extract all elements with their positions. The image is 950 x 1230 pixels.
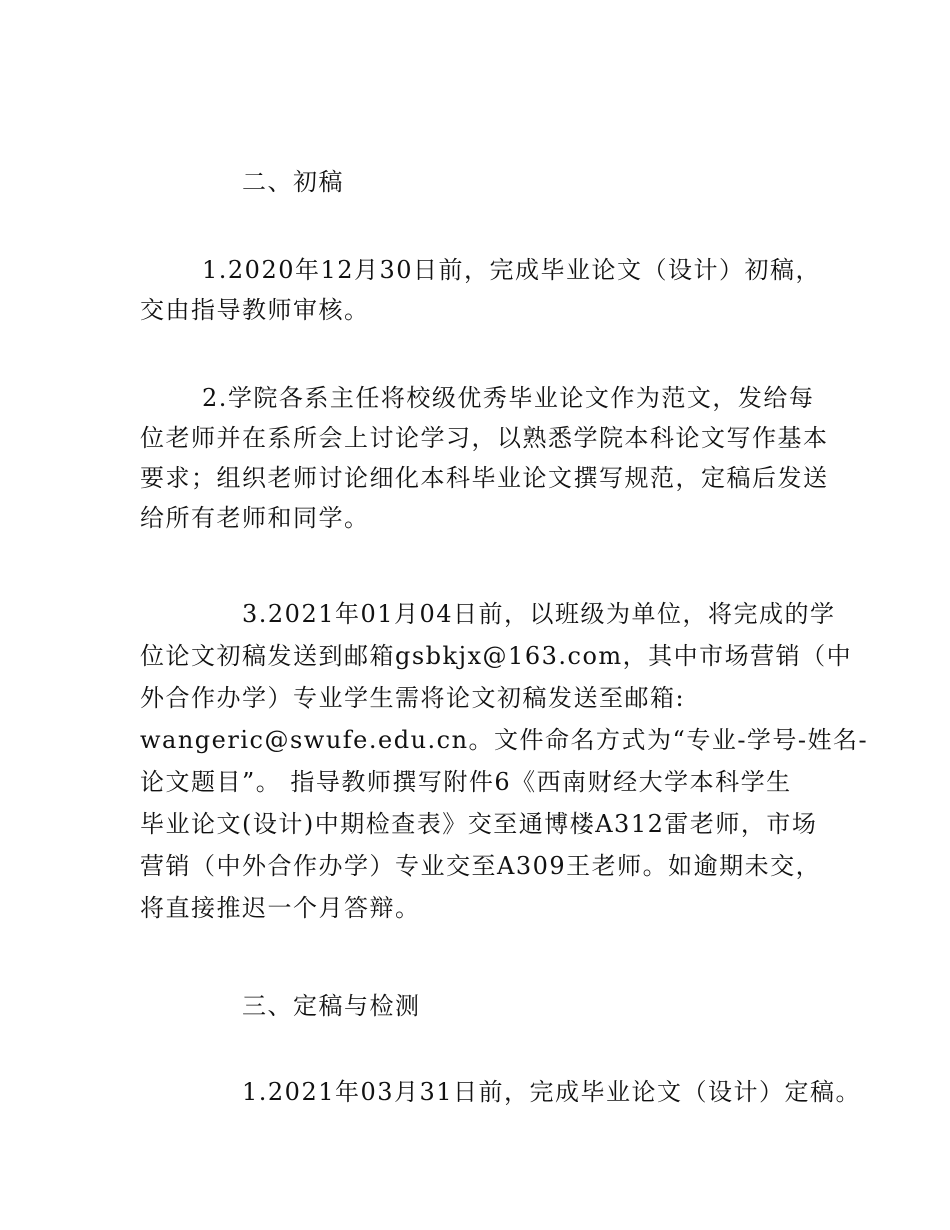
section-heading-draft: 二、初稿	[242, 168, 344, 196]
paragraph-line: 位老师并在系所会上讨论学习，以熟悉学院本科论文写作基本	[140, 424, 829, 452]
paragraph-line: 论文题目”。 指导教师撰写附件6《西南财经大学本科学生	[140, 768, 792, 796]
paragraph-line: 营销（中外合作办学）专业交至A309王老师。如逾期未交，	[140, 852, 822, 880]
paragraph-line: 给所有老师和同学。	[140, 504, 370, 532]
paragraph-line: wangeric@swufe.edu.cn。文件命名方式为“专业-学号-姓名-	[140, 726, 869, 754]
paragraph-line: 外合作办学）专业学生需将论文初稿发送至邮箱:	[140, 684, 686, 712]
paragraph-line: 1.2021年03月31日前，完成毕业论文（设计）定稿。	[242, 1078, 862, 1106]
paragraph-line: 位论文初稿发送到邮箱gsbkjx@163.com，其中市场营销（中	[140, 642, 853, 670]
paragraph-line: 3.2021年01月04日前，以班级为单位，将完成的学	[242, 600, 836, 628]
paragraph-line: 要求；组织老师讨论细化本科毕业论文撰写规范，定稿后发送	[140, 464, 829, 492]
paragraph-line: 毕业论文(设计)中期检查表》交至通博楼A312雷老师，市场	[140, 810, 818, 838]
paragraph-line: 2.学院各系主任将校级优秀毕业论文作为范文，发给每	[202, 384, 815, 412]
paragraph-line: 1.2020年12月30日前，完成毕业论文（设计）初稿，	[202, 256, 822, 284]
paragraph-line: 交由指导教师审核。	[140, 296, 370, 324]
section-heading-final: 三、定稿与检测	[242, 992, 421, 1020]
paragraph-line: 将直接推迟一个月答辩。	[140, 894, 421, 922]
